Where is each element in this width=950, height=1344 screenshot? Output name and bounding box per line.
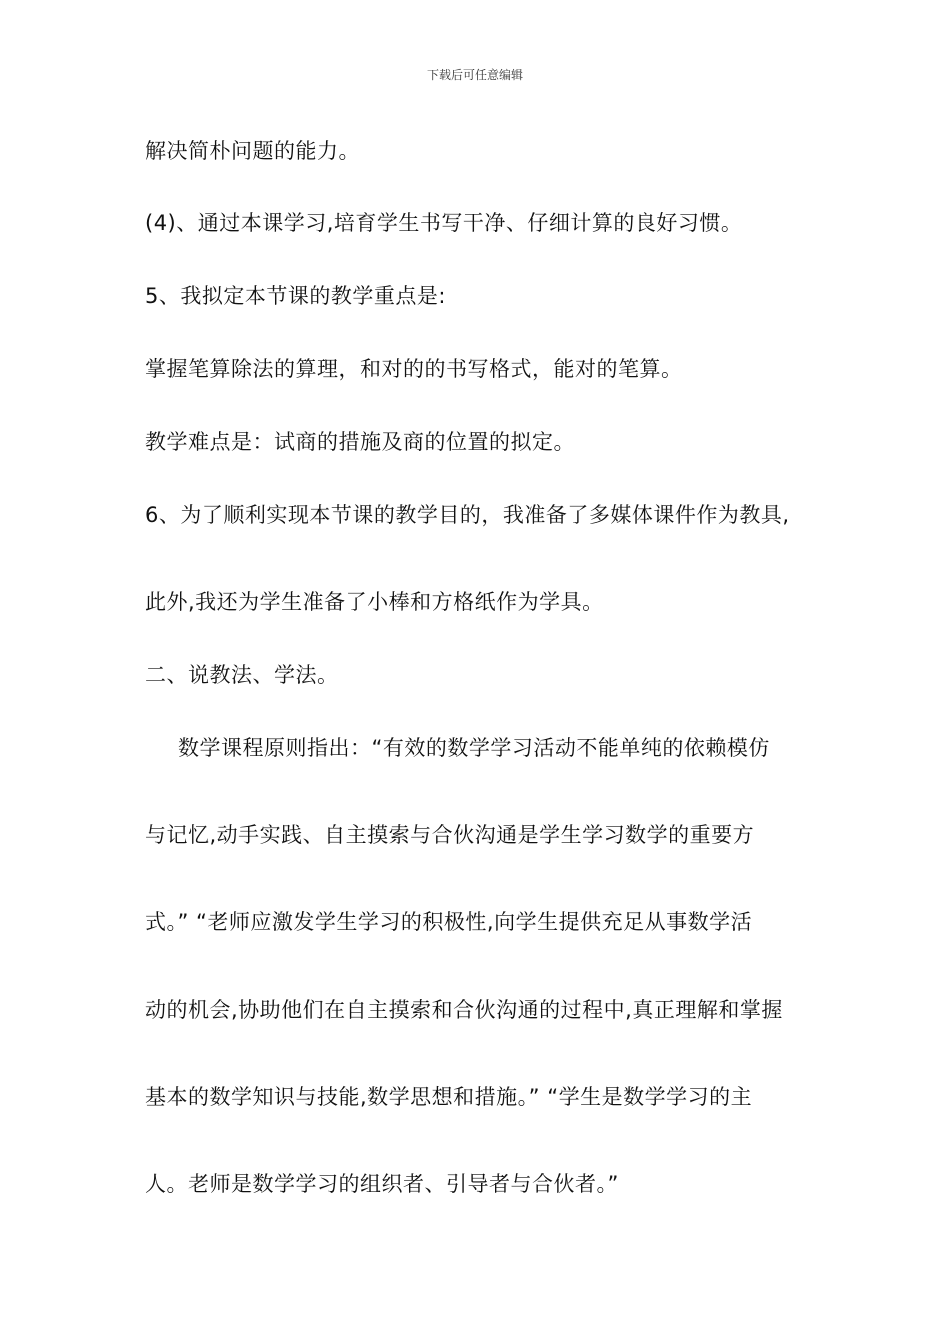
text-line: 式。” “老师应激发学生学习的积极性,向学生提供充足从事数学活 — [145, 910, 753, 934]
text-line: 此外,我还为学生准备了小棒和方格纸作为学具。 — [145, 590, 604, 614]
text-line: 人。老师是数学学习的组织者、引导者与合伙者。” — [145, 1172, 619, 1196]
text-line: 动的机会,协助他们在自主摸索和合伙沟通的过程中,真正理解和掌握 — [145, 998, 783, 1022]
text-line: 掌握笔算除法的算理，和对的的书写格式，能对的笔算。 — [145, 357, 683, 381]
text-line: 数学课程原则指出：“有效的数学学习活动不能单纯的依赖模仿 — [178, 736, 770, 760]
text-line: 基本的数学知识与技能,数学思想和措施。” “学生是数学学习的主 — [145, 1085, 753, 1109]
text-line: (4)、通过本课学习,培育学生书写干净、仔细计算的良好习惯。 — [145, 211, 743, 235]
text-line: 解决简朴问题的能力。 — [145, 139, 360, 163]
text-line: 与记忆,动手实践、自主摸索与合伙沟通是学生学习数学的重要方 — [145, 823, 755, 847]
text-line: 教学难点是：试商的措施及商的位置的拟定。 — [145, 430, 575, 454]
text-line: 6、为了顺利实现本节课的教学目的，我准备了多媒体课件作为教具, — [145, 503, 790, 527]
text-line: 5、我拟定本节课的教学重点是: — [145, 284, 446, 308]
page-header: 下载后可任意编辑 — [426, 68, 523, 82]
text-line: 二、说教法、学法。 — [145, 663, 339, 687]
